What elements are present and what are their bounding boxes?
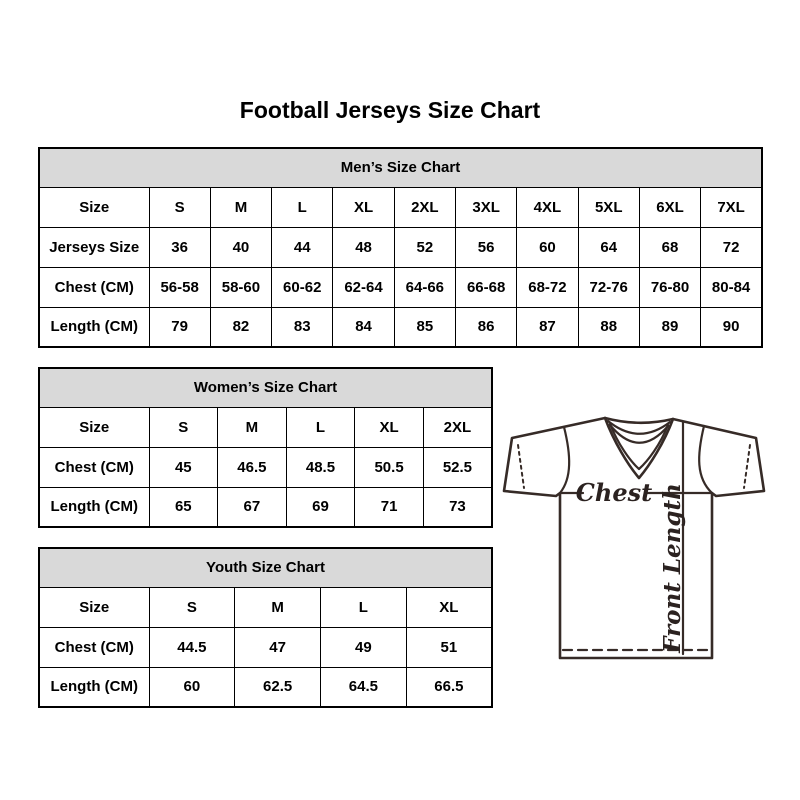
- table-row: [39, 267, 762, 307]
- table-cell: 51: [406, 627, 492, 667]
- table-cell: 45: [149, 447, 218, 487]
- table-cell: 7XL: [701, 187, 762, 227]
- left-sleeve-stitch-line: [518, 445, 524, 488]
- page-title: Football Jerseys Size Chart: [239, 97, 541, 123]
- table-cell: 2XL: [423, 407, 492, 447]
- table-cell: 60-62: [272, 267, 333, 307]
- row-label: Length (CM): [39, 307, 149, 347]
- table-cell: XL: [333, 187, 394, 227]
- table-cell: 56-58: [149, 267, 210, 307]
- table-cell: 88: [578, 307, 639, 347]
- table-cell: 87: [517, 307, 578, 347]
- table-cell: L: [272, 187, 333, 227]
- row-label: Size: [39, 587, 149, 627]
- table-cell: 66-68: [455, 267, 516, 307]
- table-cell: 3XL: [455, 187, 516, 227]
- table-cell: 64.5: [321, 667, 407, 707]
- table-cell: 52: [394, 227, 455, 267]
- table-cell: 58-60: [210, 267, 271, 307]
- table-cell: 5XL: [578, 187, 639, 227]
- mens-size-table: [38, 147, 763, 348]
- table-cell: 50.5: [355, 447, 424, 487]
- table-row: [39, 487, 492, 527]
- table-cell: 44.5: [149, 627, 235, 667]
- table-cell: 66.5: [406, 667, 492, 707]
- table-cell: 80-84: [701, 267, 762, 307]
- row-label: Length (CM): [39, 667, 149, 707]
- table-cell: XL: [355, 407, 424, 447]
- table-cell: 64: [578, 227, 639, 267]
- table-cell: L: [321, 587, 407, 627]
- table-cell: 60: [517, 227, 578, 267]
- table-row: [39, 227, 762, 267]
- table-cell: 85: [394, 307, 455, 347]
- table-cell: 89: [639, 307, 700, 347]
- table-cell: 2XL: [394, 187, 455, 227]
- table-cell: 49: [321, 627, 407, 667]
- table-cell: S: [149, 187, 210, 227]
- table-cell: 76-80: [639, 267, 700, 307]
- table-cell: 60: [149, 667, 235, 707]
- table-cell: 62.5: [235, 667, 321, 707]
- table-cell: 48.5: [286, 447, 355, 487]
- table-cell: M: [210, 187, 271, 227]
- table-cell: 72: [701, 227, 762, 267]
- row-label: Chest (CM): [39, 447, 149, 487]
- jersey-outline: [504, 418, 764, 658]
- table-row: [39, 447, 492, 487]
- table-cell: 4XL: [517, 187, 578, 227]
- table-cell: 79: [149, 307, 210, 347]
- table-cell: 6XL: [639, 187, 700, 227]
- chest-label: Chest: [575, 478, 653, 507]
- row-label: Chest (CM): [39, 267, 149, 307]
- table-cell: 40: [210, 227, 271, 267]
- table-title: Men’s Size Chart: [39, 148, 762, 187]
- row-label: Jerseys Size: [39, 227, 149, 267]
- womens-size-table: [38, 367, 493, 528]
- table-cell: 84: [333, 307, 394, 347]
- table-cell: 71: [355, 487, 424, 527]
- table-cell: 69: [286, 487, 355, 527]
- table-cell: 67: [218, 487, 287, 527]
- table-row: [39, 667, 492, 707]
- table-cell: 47: [235, 627, 321, 667]
- table-cell: 72-76: [578, 267, 639, 307]
- table-row: [39, 307, 762, 347]
- front-length-label: Front Length: [659, 483, 686, 653]
- table-title-row: [39, 548, 492, 587]
- table-title: Women’s Size Chart: [39, 368, 492, 407]
- table-cell: 62-64: [333, 267, 394, 307]
- table-cell: 90: [701, 307, 762, 347]
- table-cell: 86: [455, 307, 516, 347]
- table-title-row: [39, 368, 492, 407]
- left-armhole-seam: [560, 427, 569, 493]
- table-cell: 82: [210, 307, 271, 347]
- table-title: Youth Size Chart: [39, 548, 492, 587]
- table-cell: L: [286, 407, 355, 447]
- table-cell: 68-72: [517, 267, 578, 307]
- table-cell: M: [218, 407, 287, 447]
- row-label: Size: [39, 407, 149, 447]
- table-cell: 83: [272, 307, 333, 347]
- right-armhole-seam: [699, 426, 712, 493]
- table-cell: S: [149, 407, 218, 447]
- table-cell: 73: [423, 487, 492, 527]
- table-cell: 46.5: [218, 447, 287, 487]
- table-cell: 65: [149, 487, 218, 527]
- right-sleeve-stitch-line: [744, 445, 750, 488]
- table-row: [39, 627, 492, 667]
- table-cell: 44: [272, 227, 333, 267]
- table-cell: 68: [639, 227, 700, 267]
- row-label: Size: [39, 187, 149, 227]
- table-title-row: [39, 148, 762, 187]
- youth-size-table: [38, 547, 493, 708]
- table-cell: 36: [149, 227, 210, 267]
- table-cell: S: [149, 587, 235, 627]
- table-cell: 52.5: [423, 447, 492, 487]
- table-cell: 64-66: [394, 267, 455, 307]
- row-label: Chest (CM): [39, 627, 149, 667]
- table-row: [39, 407, 492, 447]
- table-cell: XL: [406, 587, 492, 627]
- jersey-measurement-diagram: [498, 400, 770, 672]
- table-row: [39, 187, 762, 227]
- row-label: Length (CM): [39, 487, 149, 527]
- table-cell: 56: [455, 227, 516, 267]
- table-row: [39, 587, 492, 627]
- table-cell: M: [235, 587, 321, 627]
- table-cell: 48: [333, 227, 394, 267]
